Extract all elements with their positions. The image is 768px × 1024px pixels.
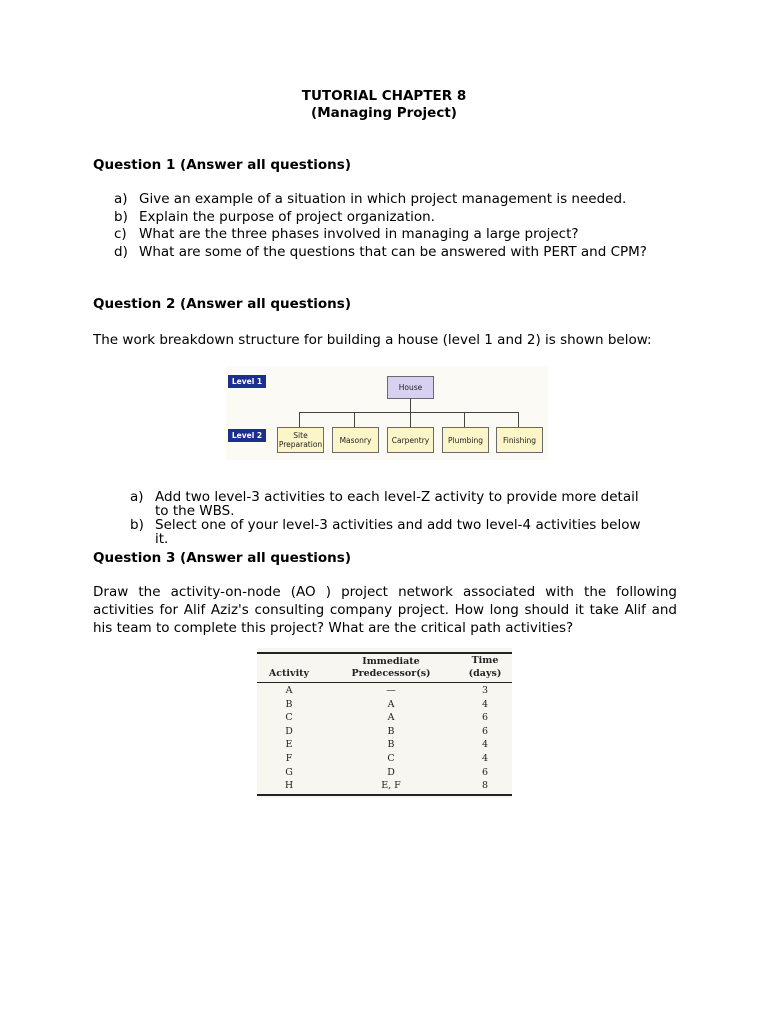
list-item: a) Add two level-3 activities to each level-Z activity to provide more detail to the WBS. bbox=[130, 489, 639, 519]
table-rule bbox=[257, 682, 512, 683]
list-item: b) Select one of your level-3 activities and add two level-4 activities below it. bbox=[130, 517, 641, 547]
level-1-label: Level 1 bbox=[228, 375, 266, 388]
list-item: c) What are the three phases involved in managing a large project? bbox=[114, 226, 579, 242]
connector-line bbox=[354, 412, 355, 427]
connector-line bbox=[464, 412, 465, 427]
wbs-diagram bbox=[226, 366, 548, 460]
connector-line bbox=[518, 412, 519, 427]
connector-line bbox=[299, 412, 518, 413]
column-header-predecessor-line2: Predecessor(s) bbox=[351, 668, 431, 679]
connector-line bbox=[299, 412, 300, 427]
connector-line bbox=[410, 412, 411, 427]
wbs-node-finishing: Finishing bbox=[496, 427, 543, 453]
document-subtitle: (Managing Project) bbox=[311, 105, 457, 121]
level-2-label: Level 2 bbox=[228, 429, 266, 442]
question-1-heading: Question 1 (Answer all questions) bbox=[93, 157, 351, 173]
question-2-intro: The work breakdown structure for building a house (level 1 and 2) is shown below: bbox=[93, 332, 652, 348]
wbs-node-site-preparation: Site Preparation bbox=[277, 427, 324, 453]
column-header-time-line1: Time bbox=[471, 655, 499, 666]
document-title: TUTORIAL CHAPTER 8 bbox=[301, 88, 467, 104]
question-2-list bbox=[130, 491, 650, 547]
question-3-intro: Draw the activity-on-node (AO ) project network associated with the following activities for Alif Aziz's consulting company project. How long should it take Alif and his team to complete this project? What are the critical path activities? bbox=[93, 584, 677, 636]
table-rule bbox=[257, 652, 512, 654]
wbs-node-masonry: Masonry bbox=[332, 427, 379, 453]
question-3-heading: Question 3 (Answer all questions) bbox=[93, 550, 351, 566]
column-header-activity: Activity bbox=[268, 668, 310, 679]
wbs-node-house: House bbox=[387, 376, 434, 399]
column-header-time-line2: (days) bbox=[468, 668, 502, 679]
wbs-node-plumbing: Plumbing bbox=[442, 427, 489, 453]
question-2-heading: Question 2 (Answer all questions) bbox=[93, 296, 351, 312]
list-item: b) Explain the purpose of project organization. bbox=[114, 208, 435, 225]
question-1-list bbox=[114, 191, 714, 261]
activity-table: Activity Immediate Predecessor(s) Time (days) A — 3 B A 4 C A 6 D B 6 E B 4 F C 4 G D 6 H E, F 8 bbox=[257, 648, 512, 798]
connector-line bbox=[410, 398, 411, 413]
list-item: d) What are some of the questions that can be answered with PERT and CPM? bbox=[114, 243, 647, 260]
list-item: a) Give an example of a situation in which project management is needed. bbox=[114, 191, 627, 207]
table-rule bbox=[257, 794, 512, 796]
wbs-node-carpentry: Carpentry bbox=[387, 427, 434, 453]
column-header-predecessor-line1: Immediate bbox=[362, 656, 420, 667]
